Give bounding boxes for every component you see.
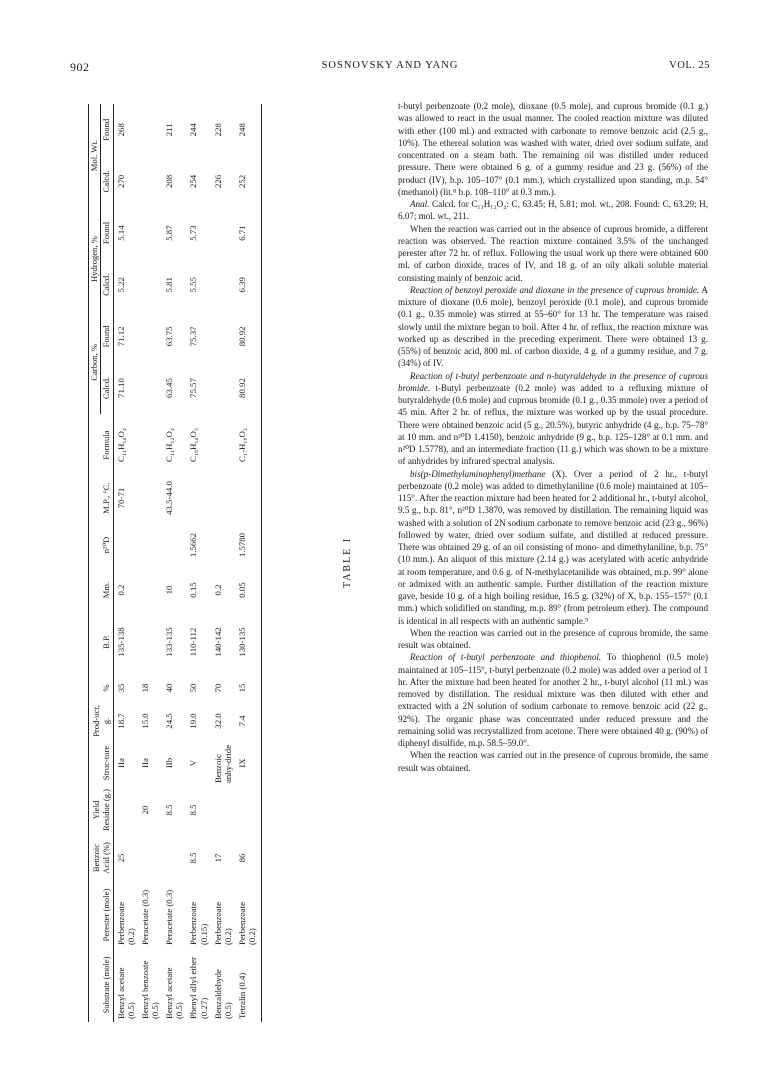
table-cell: 25 [115,853,126,863]
table-cell: 71.12 [115,326,126,347]
table-cell: 130-135 [235,610,262,674]
group-header-carbon: Carbon, % [89,311,101,414]
page-number: 902 [70,60,90,74]
table-cell [138,311,162,362]
col-header-hydrogen-calcd: Calcd. [100,259,113,311]
page-header [70,60,710,80]
paragraph: t-butyl perbenzoate (0.2 mole), dioxane (0.5 mole), and cuprous bromide (0.1 g.) was allowed to react in the usual manner. The cooled reaction mixture was diluted with ether (100 ml.) and extracted with carbonate to remove benzoic acid (2.5 g., 10%). The ethereal solution was washed with water, dried over sodium sulfate, and concentrated on a steam bath. The remaining oil was distilled under reduced pressure. There were obtained 6 g. of a gummy residue and 23 g. (56%) of the product (IV), b.p. 105–107° (0.1 mm.), which crystallized upon standing, m.p. 54° (methanol) (lit.⁸ b.p. 108–110° at 0.3 mm.). [398,101,708,197]
table-cell: 252 [235,155,262,207]
table-row [211,104,235,1022]
table-cell: 86 [235,834,262,882]
table-cell: 270 [115,174,126,189]
table-row [186,104,210,1022]
col-header-molwt-found: Found [100,104,113,155]
table-cell: IIa [115,758,126,768]
table-cell: IX [235,740,262,786]
table-cell: 5.22 [115,277,126,293]
col-header-product: Prod-uct, g. [89,702,114,740]
table-cell: C₁₇H₁₆O₂ [235,414,262,476]
table-cell: 35 [115,683,126,693]
col-header-yield-residue: Yield Residue (g.) [89,786,114,834]
table-cell [211,259,235,311]
volume-label: VOL. 25 [669,60,710,71]
table-row [235,104,262,1022]
table-cell: 40 [164,683,175,693]
col-header-formula: Formula [89,414,114,476]
paragraph-label: Anal. [410,199,430,209]
table-cell: Perbenzoate (0.2) [235,882,262,948]
table-cell: C₁₁H₁₄O₄ [115,428,126,462]
paragraph [398,284,708,370]
table-cell: 1.5780 [235,520,262,570]
table-cell: 18.7 [115,713,126,729]
table-cell: 75.57 [188,378,199,398]
table-cell: 24.5 [164,713,175,729]
table-cell: 5.73 [188,225,199,241]
table-cell [138,362,162,414]
paragraph [398,651,708,749]
table-cell: 226 [212,174,223,189]
table-cell: Benzoic anhy-dride [212,744,233,783]
table-cell: 140-142 [212,627,223,657]
table-cell: 5.87 [164,225,175,241]
col-header-mp: M.P., °C. [89,476,114,520]
table-cell [138,610,162,674]
table-cell: 75.37 [188,326,199,347]
table-cell: 10 [164,585,175,595]
table-cell: 228 [212,123,223,137]
table-cell: 70-71 [115,487,126,509]
table-cell: Perbenzoate (0.2) [212,902,233,945]
table-cell: 17 [212,853,223,863]
table-cell: 80.92 [235,362,262,414]
table-cell: 110-112 [188,627,199,657]
table-row [113,104,138,1022]
section-title: Reaction of t-butyl perbenzoate and thiophenol. [410,652,602,663]
table-cell [138,520,162,570]
table-cell [211,520,235,570]
table-cell: 63.75 [164,326,175,347]
table-cell: Benzyl benzoate (0.5) [139,960,161,1019]
body-text-column [398,100,708,1030]
table-cell: 1.5662 [188,532,199,558]
table-cell [138,104,162,155]
table-cell: 244 [188,123,199,137]
table-cell [235,786,262,834]
table-cell: 7.4 [235,702,262,740]
table-cell: 5.81 [164,277,175,293]
col-header-benzoic-acid: Benzoic Acid (%) [89,834,114,882]
section-title: Reaction of benzoyl peroxide and dioxane in the presence of cuprous bromide. [410,284,700,295]
table-cell: Benzyl acetate (0.5) [115,967,136,1019]
table-cell [211,476,235,520]
col-header-refractive-index: n²⁰D [89,520,114,570]
col-header-perester: Perester (mole) [89,882,114,948]
table-cell [162,834,186,882]
table-cell: 0.15 [188,582,199,598]
table-cell: 80.92 [235,311,262,362]
table-cell: 5.14 [115,225,126,241]
table-cell [186,476,210,520]
table-cell: 135-138 [115,627,126,657]
table-cell: 19.0 [188,713,199,729]
table-cell: 63.45 [164,378,175,398]
table-cell: 5.55 [188,277,199,293]
paragraph [398,468,708,627]
table-cell: 133-135 [164,627,175,657]
table-cell: 15 [235,674,262,702]
table-cell [138,259,162,311]
paragraph-text: To thiophenol (0.5 mole) maintained at 105–115°, t-butyl perbenzoate (0.2 mole) was added over a period of 1 hr. After the mixture had been heated for another 2 hr., t-butyl alcohol (11 ml.) was removed by distillation. The residual mixture was then diluted with ether and extracted with a 2N solution of sodium carbonate to remove benzoic acid (22 g., 92%). The organic phase was concentrated under reduced pressure and the remaining solid was recrystallized from acetone. There were obtained 40 g. (90%) of diphenyl disulfide, m.p. 58.5–59.0°. [398,652,708,748]
table-row [162,104,186,1022]
col-header-hydrogen-found: Found [100,207,113,258]
table-cell: Perbenzoate (0.2) [115,902,136,945]
col-header-structure: Struc-ture [89,740,114,786]
paragraph: When the reaction was carried out in the presence of cuprous bromide, the same result was obtained. [398,750,708,773]
paragraph-text: t-Butyl perbenzoate (0.2 mole) was added to a refluxing mixture of butyraldehyde (0.6 mole) and cuprous bromide (0.1 g., 0.35 mmole) over a period of 45 min. After 2 hr. of reflux, the mixture was worked up by the usual procedure. There were obtained benzoic acid (5 g., 20.5%), butyric anhydride (4 g., b.p. 75–78° at 10 mm. and n²⁰D 1.4150), benzoic anhydride (9 g., b.p. 125–128° at 0.1 mm. and n²⁰D 1.5778), and an intermediate fraction (11 g.) which was shown to be a mixture of anhydrides by infrared spectral analysis. [398,382,708,467]
col-header-carbon-calcd: Calcd. [100,362,113,414]
table-cell: 0.2 [115,584,126,596]
data-table [88,104,262,1022]
table-cell [138,476,162,520]
col-header-bp: B.P. [89,610,114,674]
running-title: SOSNOVSKY AND YANG [321,60,459,71]
paragraph-text: (X). Over a period of 2 hr., t-butyl perbenzoate (0.2 mole) was added to dimethylaniline (0.6 mole) maintained at 105–115°. After the reaction mixture had been heated for 2 additional hr., t-butyl alcohol, 9.5 g., b.p. 81°, n²⁰D 1.3870, was removed by distillation. The remaining liquid was washed with a solution of 2N sodium carbonate to remove benzoic acid (23 g., 96%) followed by water, dried over sodium sulfate, and distilled at reduced pressure. There was obtained 29 g. of an oil consisting of mono- and dimethylaniline, b.p. 75° (10 mm.). An aliquot of this mixture (2.14 g.) was acetylated with acetic anhydride at room temperature, and 0.6 g. of N-methylacetanilide was obtained, m.p. 99° alone or admixed with an authentic sample. Further distillation of the reaction mixture gave, beside 10 g. of a high boiling residue, 16.5 g. (32%) of X, b.p. 155–157° (0.1 mm.) which solidified on standing, m.p. 89° (from petroleum ether). The compound is identical in all respects with an authentic sample.⁹ [398,468,708,626]
table-body [113,104,261,1022]
table-cell [138,207,162,258]
table-cell: 6.39 [235,259,262,311]
table-cell: Phenyl allyl ether (0.27) [188,956,209,1019]
table-cell: 211 [164,123,175,137]
table-cell: 43.5-44.0 [164,481,175,515]
paragraph: When the reaction was carried out in the presence of cuprous bromide, the same result was obtained. [398,627,708,650]
table-cell [211,311,235,362]
table-cell [138,570,162,610]
paragraph: When the reaction was carried out in the absence of cuprous bromide, a different reaction was observed. The reaction mixture contained 3.5% of the unchanged perester after 72 hr. of reflux. Following the usual work up there were obtained 600 ml. of carbon dioxide, traces of IV, and 18 g. of an oily alkali soluble material consisting mainly of benzoic acid. [398,223,708,283]
table-cell: 8.5 [164,804,175,816]
table-cell: 70 [212,683,223,693]
table-cell: 18 [139,683,150,693]
table-cell: 6.71 [235,207,262,258]
table-cell: 0.05 [235,570,262,610]
col-header-molwt-calcd: Calcd. [100,155,113,207]
table-cell: Peracetate (0.3) [139,889,150,945]
table-cell [138,414,162,476]
table-cell: Perbenzoate (0.15) [188,902,209,945]
col-header-mm: Mm. [89,570,114,610]
table-cell: Benzyl acetate (0.5) [164,967,185,1019]
table-cell: 20 [139,805,150,815]
table-region [70,95,370,1030]
table-cell [138,834,162,882]
paragraph-text: A mixture of dioxane (0.6 mole), benzoyl peroxide (0.1 mole), and cuprous bromide (0.1 g., 0.35 mmole) was stirred at 55–60° for 13 hr. The temperature was raised slowly until the mixture began to boil. After 4 hr. of reflux, the reaction mixture was worked up as described in the preceding experiment. There were obtained 13 g. (55%) of benzoic acid, 800 ml. of carbon dioxide, 4 g. of a gummy residue, and 7 g. (34%) of IV. [398,284,709,369]
table-cell: 8.5 [188,804,199,816]
group-header-molwt: Mol. Wt. [89,104,101,207]
table-cell [138,155,162,207]
table-cell: 0.2 [212,584,223,596]
table-cell: IIb [164,757,175,769]
table-cell [211,786,235,834]
table-cell [113,786,138,834]
col-header-carbon-found: Found [100,311,113,362]
table-cell: 15.0 [139,713,150,729]
table-cell: C₁₆H₁₄O₃ [188,428,199,462]
section-title: bis(p-Dimethylaminophenyl)methane [410,468,546,479]
table-cell: Peracetate (0.3) [164,889,175,945]
table-cell: 208 [164,174,175,189]
table-cell: Benzaldehyde (0.5) [212,969,233,1019]
paragraph [398,198,708,223]
table-cell: 254 [188,174,199,189]
table-cell: 50 [188,683,199,693]
paragraph [398,370,708,468]
table-cell [211,207,235,258]
table-cell: C₁₁H₁₂O₄ [164,428,175,462]
paragraph-text: Calcd. for C₁₁H₁₂O₄: C, 63.45; H, 5.81; mol. wt., 208. Found: C, 63.29; H, 6.07; mol. wt., 211. [398,199,708,222]
table-cell: 71.10 [115,378,126,398]
table-cell: 268 [115,123,126,137]
table-cell [211,362,235,414]
table-cell: 32.0 [212,713,223,729]
table-cell [235,476,262,520]
table-cell: 8.5 [188,852,199,864]
table-cell: V [188,759,199,767]
table-caption: TABLE I [342,536,353,589]
col-header-percent: % [89,674,114,702]
table-cell: 248 [235,104,262,155]
rotated-table [70,95,370,1030]
table-cell [211,414,235,476]
table-cell: IIa [139,758,150,768]
table-row [138,104,162,1022]
table-cell [162,520,186,570]
table-group-header-row [89,104,101,1022]
group-header-hydrogen: Hydrogen, % [89,207,101,310]
section-title: Reaction of t-butyl perbenzoate and n-butyraldehyde in the presence of cuprous bromide. [398,370,708,393]
col-header-substrate: Substrate (mole) [89,948,114,1022]
table-cell: Tetralin (0.4) [235,948,262,1022]
table-cell [113,520,138,570]
